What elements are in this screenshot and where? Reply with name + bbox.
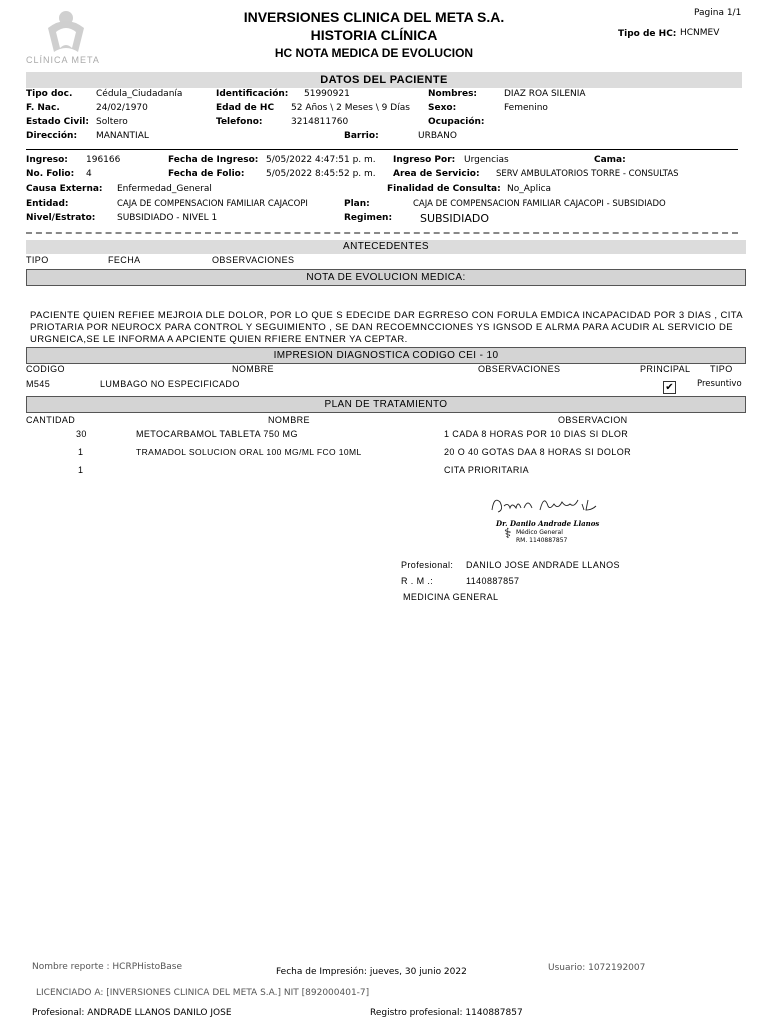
signature-stamp (488, 492, 608, 552)
ocupacion-label: Ocupación: (428, 117, 485, 127)
specialty: MEDICINA GENERAL (403, 592, 499, 602)
entidad-value: CAJA DE COMPENSACION FAMILIAR CAJACOPI (117, 199, 308, 209)
edad-value: 52 Años \ 2 Meses \ 9 Días (291, 103, 410, 113)
telefono-label: Telefono: (216, 117, 263, 127)
principal-checkbox[interactable]: ✔ (663, 381, 676, 394)
diag-col-principal: PRINCIPAL (640, 364, 691, 374)
dashed-divider (26, 232, 738, 234)
plan-value: CAJA DE COMPENSACION FAMILIAR CAJACOPI - SUBSIDIADO (413, 199, 666, 209)
estado-civil-label: Estado Civil: (26, 117, 89, 127)
diag-col-codigo: CODIGO (26, 364, 65, 374)
fecha-folio-label: Fecha de Folio: (168, 169, 245, 179)
plan-col-obs: OBSERVACION (558, 415, 628, 425)
nombres-label: Nombres: (428, 89, 478, 99)
footer-reporte: Nombre reporte : HCRPHistoBase (32, 962, 183, 972)
profesional-value: DANILO JOSE ANDRADE LLANOS (466, 560, 620, 570)
edad-label: Edad de HC (216, 103, 275, 113)
company-name: INVERSIONES CLINICA DEL META S.A. (243, 9, 505, 25)
regimen-label: Regimen: (344, 213, 393, 223)
plan-row-obs: 20 O 40 GOTAS DAA 8 HORAS SI DOLOR (444, 447, 631, 457)
identificacion-label: Identificación: (216, 89, 289, 99)
diag-tipo: Presuntivo (697, 379, 742, 389)
page-number: Pagina 1/1 (694, 8, 742, 18)
area-label: Area de Servicio: (393, 169, 480, 179)
antecedentes-col-fecha: FECHA (108, 255, 141, 265)
diagnostico-title: IMPRESION DIAGNOSTICA CODIGO CEI - 10 (26, 347, 746, 364)
document-title: HISTORIA CLÍNICA (310, 27, 438, 43)
plan-row-cantidad: 30 (76, 429, 87, 439)
plan-row-obs: 1 CADA 8 HORAS POR 10 DIAS SI DLOR (444, 429, 629, 439)
plan-col-cantidad: CANTIDAD (26, 415, 76, 425)
diag-col-tipo: TIPO (710, 364, 733, 374)
nota-line-1: PACIENTE QUIEN REFIEE MEJROIA DLE DOLOR, POR LO QUE S EDECIDE DAR EGRRESO CON FORULA EMDICA INCAPACIDAD POR 3 DIAS , CITA (30, 310, 743, 321)
direccion-value: MANANTIAL (96, 131, 149, 141)
nivel-label: Nivel/Estrato: (26, 213, 96, 223)
barrio-value: URBANO (418, 131, 457, 141)
diag-codigo: M545 (26, 379, 51, 389)
plan-row-obs: CITA PRIORITARIA (444, 465, 530, 475)
handwritten-signature-icon (488, 492, 600, 518)
plan-row-cantidad: 1 (78, 465, 84, 475)
ingreso-por-label: Ingreso Por: (393, 155, 456, 165)
ingreso-value: 196166 (86, 155, 121, 165)
tipo-hc-value: HCNMEV (680, 28, 720, 38)
profesional-label: Profesional: (401, 560, 454, 570)
tipo-hc-label: Tipo de HC: (618, 29, 677, 39)
entidad-label: Entidad: (26, 199, 69, 209)
stamp-role: Médico General (516, 529, 563, 536)
nota-line-3: URGNEICA,SE LE INFORMA A APCIENTE QUIEN RFIERE ENTNER YA CEPTAR. (30, 334, 408, 345)
rm-value: 1140887857 (466, 576, 520, 586)
antecedentes-col-tipo: TIPO (26, 255, 49, 265)
diag-col-obs: OBSERVACIONES (478, 364, 561, 374)
telefono-value: 3214811760 (291, 117, 349, 127)
finalidad-label: Finalidad de Consulta: (387, 184, 501, 194)
plan-row-nombre: TRAMADOL SOLUCION ORAL 100 MG/ML FCO 10ML (136, 447, 362, 457)
barrio-label: Barrio: (344, 131, 379, 141)
footer-fecha-impresion: Fecha de Impresión: jueves, 30 junio 2022 (276, 967, 467, 977)
plan-row-cantidad: 1 (78, 447, 84, 457)
fecha-folio-value: 5/05/2022 8:45:52 p. m. (266, 169, 376, 179)
antecedentes-col-obs: OBSERVACIONES (212, 255, 295, 265)
diag-nombre: LUMBAGO NO ESPECIFICADO (100, 379, 240, 389)
fecha-ingreso-label: Fecha de Ingreso: (168, 155, 259, 165)
nivel-value: SUBSIDIADO - NIVEL 1 (117, 213, 218, 223)
nota-title: NOTA DE EVOLUCION MEDICA: (26, 269, 746, 286)
direccion-label: Dirección: (26, 131, 78, 141)
area-value: SERV AMBULATORIOS TORRE - CONSULTAS (496, 169, 679, 179)
logo-text: CLÍNICA META (26, 55, 100, 65)
f-nac-label: F. Nac. (26, 103, 60, 113)
plan-title: PLAN DE TRATAMIENTO (26, 396, 746, 413)
tipo-doc-label: Tipo doc. (26, 89, 73, 99)
document-subtitle: HC NOTA MEDICA DE EVOLUCION (274, 46, 474, 60)
sexo-label: Sexo: (428, 103, 457, 113)
tipo-doc-value: Cédula_Ciudadanía (96, 89, 183, 99)
divider (26, 149, 738, 150)
ingreso-label: Ingreso: (26, 155, 68, 165)
estado-civil-value: Soltero (96, 117, 128, 127)
plan-col-nombre: NOMBRE (268, 415, 310, 425)
nota-line-2: PRIOTARIA POR NEUROCX PARA CONTROL Y SEGUIMIENTO , SE DAN RECOEMNCCIONES YS IGNSOD E ALRMA PARA ACUDIR AL SERVICIO DE (30, 322, 733, 333)
folio-label: No. Folio: (26, 169, 75, 179)
fecha-ingreso-value: 5/05/2022 4:47:51 p. m. (266, 155, 376, 165)
causa-value: Enfermedad_General (117, 184, 212, 194)
footer-licencia: LICENCIADO A: [INVERSIONES CLINICA DEL META S.A.] NIT [892000401-7] (36, 988, 370, 998)
sexo-value: Femenino (504, 103, 548, 113)
identificacion-value: 51990921 (304, 89, 350, 99)
finalidad-value: No_Aplica (507, 184, 552, 194)
rm-label: R . M .: (401, 576, 434, 586)
regimen-value: SUBSIDIADO (420, 212, 489, 225)
ingreso-por-value: Urgencias (464, 155, 509, 165)
antecedentes-title: ANTECEDENTES (26, 240, 746, 254)
plan-row-nombre: METOCARBAMOL TABLETA 750 MG (136, 429, 298, 439)
folio-value: 4 (86, 169, 92, 179)
patient-section-title: DATOS DEL PACIENTE (26, 72, 742, 88)
plan-label: Plan: (344, 199, 370, 209)
causa-label: Causa Externa: (26, 184, 103, 194)
f-nac-value: 24/02/1970 (96, 103, 148, 113)
diag-col-nombre: NOMBRE (232, 364, 274, 374)
footer-usuario: Usuario: 1072192007 (548, 963, 646, 973)
footer-profesional: Profesional: ANDRADE LLANOS DANILO JOSE (32, 1008, 232, 1018)
caduceus-icon: ⚕ (504, 526, 512, 542)
nombres-value: DIAZ ROA SILENIA (504, 89, 586, 99)
stamp-name: Dr. Danilo Andrade Llanos (496, 519, 600, 528)
footer-registro: Registro profesional: 1140887857 (370, 1008, 523, 1018)
stamp-rm: RM. 1140887857 (516, 537, 568, 544)
cama-label: Cama: (594, 155, 626, 165)
